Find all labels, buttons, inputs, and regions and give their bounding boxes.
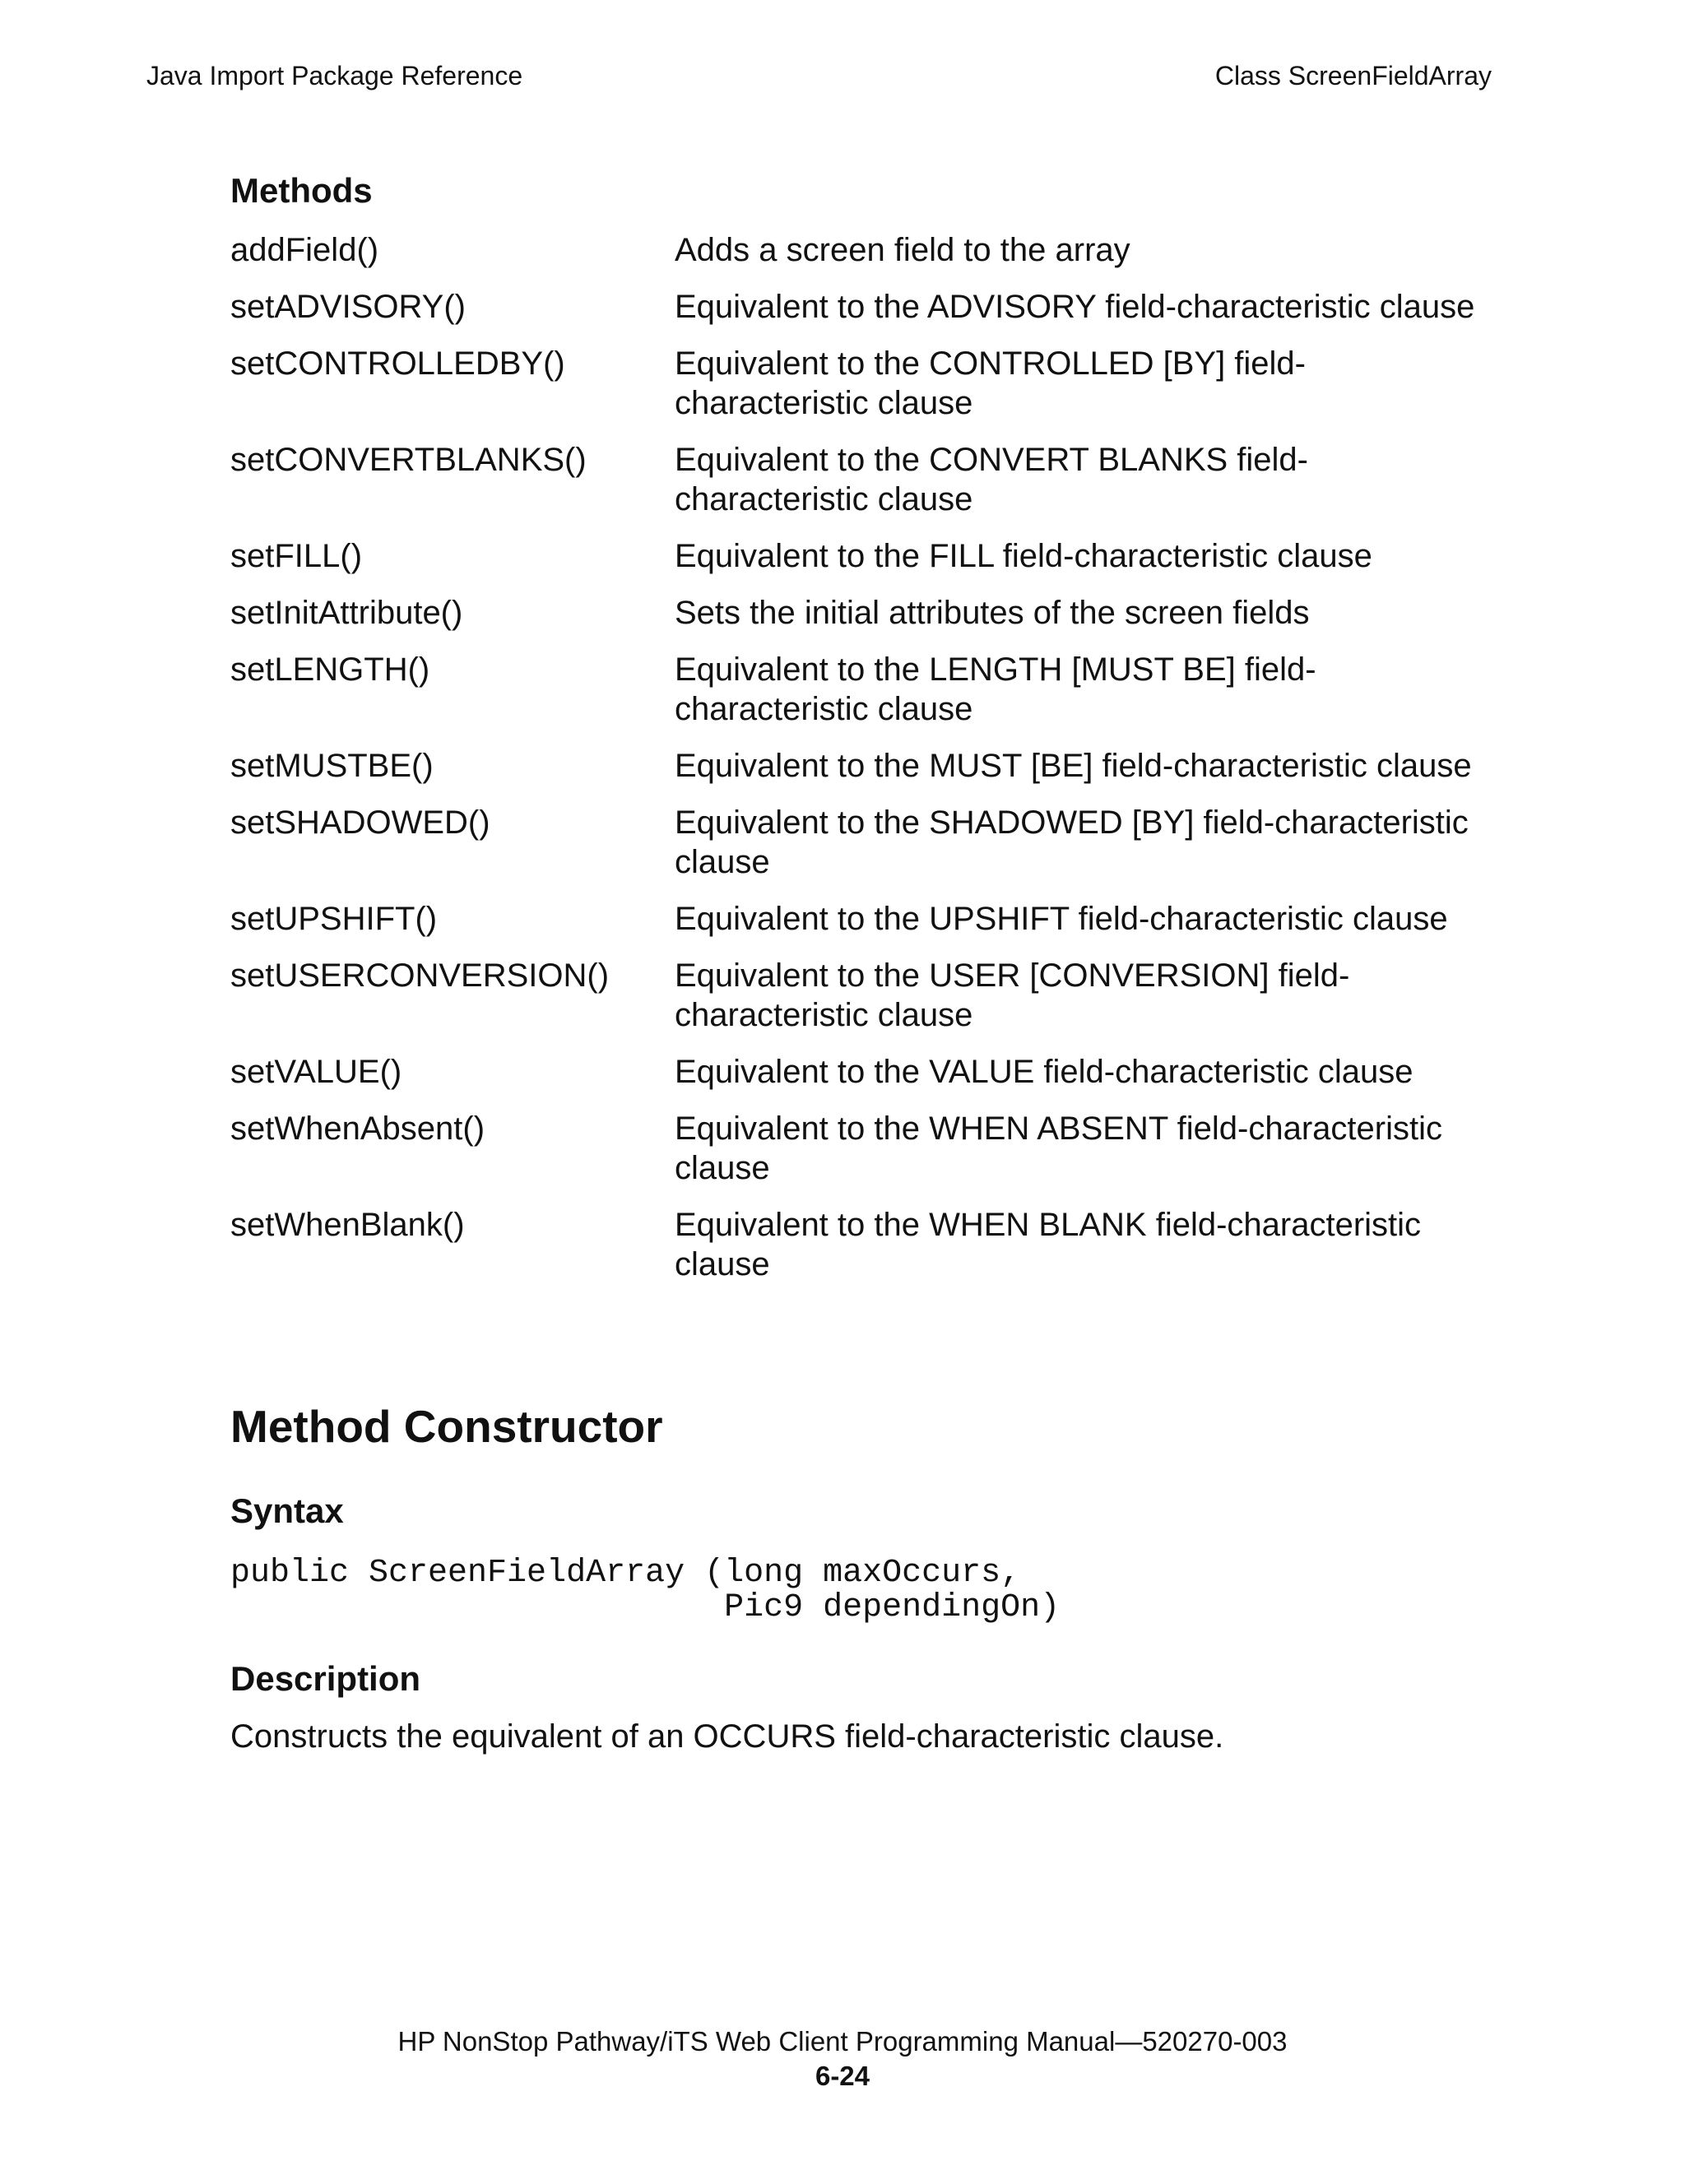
method-name: setInitAttribute()	[230, 595, 463, 631]
method-row	[230, 956, 1497, 1035]
syntax-code: public ScreenFieldArray (long maxOccurs, Pic9 dependingOn)	[230, 1555, 1061, 1626]
method-row	[230, 536, 1497, 576]
method-row	[230, 746, 1497, 786]
method-name: setWhenBlank()	[230, 1207, 465, 1243]
method-description: Equivalent to the UPSHIFT field-characteristic clause	[675, 901, 1448, 937]
method-description: Equivalent to the CONTROLLED [BY] field-characteristic clause	[675, 345, 1306, 421]
method-name: setMUSTBE()	[230, 748, 434, 784]
page-number: 6-24	[815, 2061, 870, 2091]
method-row	[230, 344, 1497, 423]
description-text: Constructs the equivalent of an OCCURS field-characteristic clause.	[230, 1718, 1224, 1755]
method-description: Equivalent to the WHEN BLANK field-characteristic clause	[675, 1207, 1422, 1282]
method-row	[230, 1205, 1497, 1284]
syntax-heading: Syntax	[230, 1491, 344, 1530]
methods-table	[230, 230, 1497, 1301]
method-description: Adds a screen field to the array	[675, 232, 1130, 268]
method-name: setLENGTH()	[230, 651, 430, 688]
method-description: Sets the initial attributes of the screen fields	[675, 595, 1310, 631]
constructor-heading: Method Constructor	[230, 1401, 663, 1452]
method-name: setFILL()	[230, 538, 363, 574]
method-row	[230, 593, 1497, 633]
method-name: setUSERCONVERSION()	[230, 958, 610, 994]
method-name: setCONTROLLEDBY()	[230, 345, 565, 382]
method-description: Equivalent to the USER [CONVERSION] field-characteristic clause	[675, 958, 1350, 1033]
method-description: Equivalent to the CONVERT BLANKS field-characteristic clause	[675, 442, 1308, 517]
method-name: setUPSHIFT()	[230, 901, 438, 937]
running-header-left: Java Import Package Reference	[146, 61, 523, 90]
method-row	[230, 287, 1497, 327]
method-row	[230, 440, 1497, 519]
method-description: Equivalent to the MUST [BE] field-characteristic clause	[675, 748, 1472, 784]
method-row	[230, 1052, 1497, 1092]
method-description: Equivalent to the SHADOWED [BY] field-characteristic clause	[675, 805, 1469, 880]
method-row	[230, 230, 1497, 270]
method-row	[230, 650, 1497, 729]
method-description: Equivalent to the LENGTH [MUST BE] field-characteristic clause	[675, 651, 1316, 727]
method-row	[230, 803, 1497, 882]
method-name: addField()	[230, 232, 379, 268]
method-description: Equivalent to the WHEN ABSENT field-characteristic clause	[675, 1111, 1442, 1186]
method-name: setWhenAbsent()	[230, 1111, 485, 1147]
method-name: setSHADOWED()	[230, 805, 490, 841]
method-description: Equivalent to the VALUE field-characteristic clause	[675, 1054, 1413, 1090]
footer-title: HP NonStop Pathway/iTS Web Client Programming Manual—520270-003	[397, 2026, 1288, 2056]
method-description: Equivalent to the FILL field-characteristic clause	[675, 538, 1372, 574]
method-name: setADVISORY()	[230, 289, 466, 325]
method-row	[230, 899, 1497, 939]
method-name: setCONVERTBLANKS()	[230, 442, 587, 478]
methods-heading: Methods	[230, 171, 373, 210]
method-name: setVALUE()	[230, 1054, 402, 1090]
method-row	[230, 1109, 1497, 1188]
description-heading: Description	[230, 1659, 421, 1698]
method-description: Equivalent to the ADVISORY field-characteristic clause	[675, 289, 1475, 325]
running-header-right: Class ScreenFieldArray	[1214, 61, 1492, 90]
